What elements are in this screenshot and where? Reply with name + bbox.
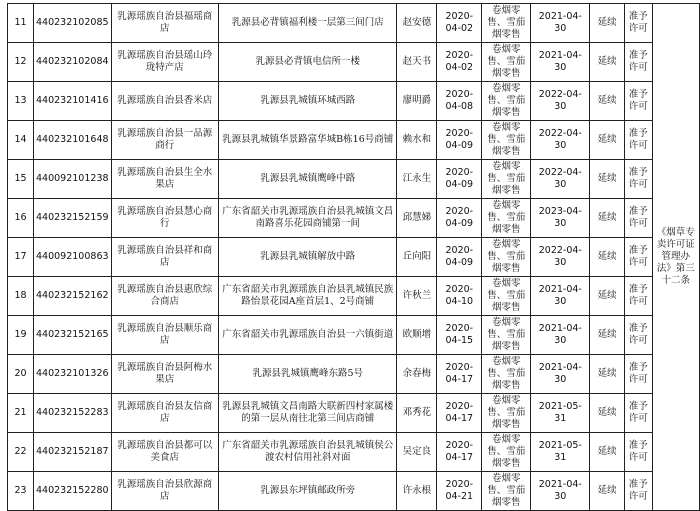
table-row [8, 433, 700, 472]
table-row [8, 472, 700, 511]
end-date: 2021-05-31 [531, 394, 590, 433]
shop-address: 乳源县东坪镇邮政所旁 [219, 472, 397, 511]
action-type: 延续 [590, 160, 625, 199]
end-date: 2022-04-30 [531, 121, 590, 160]
action-type: 延续 [590, 82, 625, 121]
person-name: 赵安德 [397, 4, 437, 43]
end-date: 2022-04-30 [531, 160, 590, 199]
action-type: 延续 [590, 277, 625, 316]
decision: 准予许可 [625, 43, 653, 82]
person-name: 吴定良 [397, 433, 437, 472]
business-scope: 卷烟零售、雪茄烟零售 [482, 433, 531, 472]
decision: 准予许可 [625, 472, 653, 511]
shop-name: 乳源瑶族自治县香米店 [111, 82, 219, 121]
license-code: 440232101326 [34, 355, 112, 394]
end-date: 2021-04-30 [531, 277, 590, 316]
end-date: 2021-04-30 [531, 472, 590, 511]
business-scope: 卷烟零售、雪茄烟零售 [482, 4, 531, 43]
business-scope: 卷烟零售、雪茄烟零售 [482, 82, 531, 121]
start-date: 2020-04-21 [437, 472, 482, 511]
shop-address: 乳源县乳城镇鹰峰东路5号 [219, 355, 397, 394]
action-type: 延续 [590, 199, 625, 238]
person-name: 许永根 [397, 472, 437, 511]
business-scope: 卷烟零售、雪茄烟零售 [482, 199, 531, 238]
business-scope: 卷烟零售、雪茄烟零售 [482, 316, 531, 355]
action-type: 延续 [590, 316, 625, 355]
person-name: 廖明爵 [397, 82, 437, 121]
end-date: 2021-05-31 [531, 433, 590, 472]
action-type: 延续 [590, 433, 625, 472]
shop-address: 乳源县乳城镇华景路富华城B栋16号商铺 [219, 121, 397, 160]
person-name: 赵天书 [397, 43, 437, 82]
shop-address: 乳源县乳城镇环城西路 [219, 82, 397, 121]
shop-name: 乳源瑶族自治县顺乐商店 [111, 316, 219, 355]
shop-name: 乳源瑶族自治县阿梅水果店 [111, 355, 219, 394]
shop-name: 乳源瑶族自治县祥和商店 [111, 238, 219, 277]
license-code: 440092100863 [34, 238, 112, 277]
shop-address: 广东省韶关市乳源瑶族自治县乳城镇文昌南路喜乐花园商铺第一间 [219, 199, 397, 238]
shop-name: 乳源瑶族自治县福瑶商店 [111, 4, 219, 43]
row-number: 19 [8, 316, 34, 355]
shop-name: 乳源瑶族自治县友信商店 [111, 394, 219, 433]
license-code: 440232152283 [34, 394, 112, 433]
row-number: 23 [8, 472, 34, 511]
decision: 准予许可 [625, 238, 653, 277]
person-name: 丘向阳 [397, 238, 437, 277]
row-number: 16 [8, 199, 34, 238]
action-type: 延续 [590, 394, 625, 433]
shop-address: 乳源县乳城镇鹰峰中路 [219, 160, 397, 199]
table-row [8, 43, 700, 82]
end-date: 2022-04-30 [531, 238, 590, 277]
row-number: 15 [8, 160, 34, 199]
license-code: 440232152165 [34, 316, 112, 355]
row-number: 11 [8, 4, 34, 43]
license-code: 440232101648 [34, 121, 112, 160]
table-row [8, 238, 700, 277]
start-date: 2020-04-17 [437, 394, 482, 433]
license-code: 440232152162 [34, 277, 112, 316]
table-row [8, 199, 700, 238]
row-number: 13 [8, 82, 34, 121]
shop-address: 广东省韶关市乳源瑶族自治县一六镇街道 [219, 316, 397, 355]
action-type: 延续 [590, 121, 625, 160]
business-scope: 卷烟零售、雪茄烟零售 [482, 160, 531, 199]
action-type: 延续 [590, 43, 625, 82]
end-date: 2021-04-30 [531, 355, 590, 394]
shop-address: 乳源县乳城镇文昌南路大联新四村家属楼的第一层从南往北第三间店商铺 [219, 394, 397, 433]
table-row [8, 4, 700, 43]
license-table [7, 3, 700, 511]
action-type: 延续 [590, 355, 625, 394]
shop-name: 乳源瑶族自治县瑶山玲珑特产店 [111, 43, 219, 82]
business-scope: 卷烟零售、雪茄烟零售 [482, 121, 531, 160]
decision: 准予许可 [625, 82, 653, 121]
person-name: 邱慧娣 [397, 199, 437, 238]
decision: 准予许可 [625, 394, 653, 433]
person-name: 余春梅 [397, 355, 437, 394]
license-code: 440232102085 [34, 4, 112, 43]
person-name: 江永生 [397, 160, 437, 199]
decision: 准予许可 [625, 121, 653, 160]
business-scope: 卷烟零售、雪茄烟零售 [482, 394, 531, 433]
person-name: 赖水和 [397, 121, 437, 160]
table-row [8, 355, 700, 394]
shop-name: 乳源瑶族自治县一品源商行 [111, 121, 219, 160]
row-number: 20 [8, 355, 34, 394]
end-date: 2021-04-30 [531, 316, 590, 355]
start-date: 2020-04-15 [437, 316, 482, 355]
shop-address: 广东省韶关市乳源瑶族自治县乳城镇侯公渡农村信用社斜对面 [219, 433, 397, 472]
license-code: 440232152187 [34, 433, 112, 472]
shop-name: 乳源瑶族自治县惠欣综合商店 [111, 277, 219, 316]
business-scope: 卷烟零售、雪茄烟零售 [482, 238, 531, 277]
end-date: 2021-04-30 [531, 43, 590, 82]
shop-name: 乳源瑶族自治县生全水果店 [111, 160, 219, 199]
table-row [8, 316, 700, 355]
end-date: 2022-04-30 [531, 82, 590, 121]
start-date: 2020-04-02 [437, 43, 482, 82]
row-number: 18 [8, 277, 34, 316]
start-date: 2020-04-09 [437, 160, 482, 199]
start-date: 2020-04-17 [437, 433, 482, 472]
person-name: 邓秀花 [397, 394, 437, 433]
business-scope: 卷烟零售、雪茄烟零售 [482, 277, 531, 316]
decision: 准予许可 [625, 316, 653, 355]
shop-address: 乳源县必背镇福利楼一层第三间门店 [219, 4, 397, 43]
end-date: 2023-04-30 [531, 199, 590, 238]
decision: 准予许可 [625, 355, 653, 394]
decision: 准予许可 [625, 277, 653, 316]
table-row [8, 121, 700, 160]
table-row [8, 277, 700, 316]
table-row [8, 82, 700, 121]
start-date: 2020-04-09 [437, 238, 482, 277]
action-type: 延续 [590, 4, 625, 43]
business-scope: 卷烟零售、雪茄烟零售 [482, 472, 531, 511]
license-code: 440232101416 [34, 82, 112, 121]
action-type: 延续 [590, 472, 625, 511]
start-date: 2020-04-09 [437, 199, 482, 238]
license-code: 440232152159 [34, 199, 112, 238]
license-code: 440232102084 [34, 43, 112, 82]
table-row [8, 160, 700, 199]
decision: 准予许可 [625, 160, 653, 199]
shop-name: 乳源瑶族自治县慧心商行 [111, 199, 219, 238]
row-number: 17 [8, 238, 34, 277]
shop-address: 乳源县乳城镇解放中路 [219, 238, 397, 277]
shop-name: 乳源瑶族自治县欣源商店 [111, 472, 219, 511]
start-date: 2020-04-08 [437, 82, 482, 121]
start-date: 2020-04-09 [437, 121, 482, 160]
decision: 准予许可 [625, 433, 653, 472]
action-type: 延续 [590, 238, 625, 277]
row-number: 21 [8, 394, 34, 433]
decision: 准予许可 [625, 4, 653, 43]
row-number: 12 [8, 43, 34, 82]
business-scope: 卷烟零售、雪茄烟零售 [482, 355, 531, 394]
end-date: 2021-04-30 [531, 4, 590, 43]
shop-address: 广东省韶关市乳源瑶族自治县乳城镇民族路怡景花园A座首层1、2号商铺 [219, 277, 397, 316]
person-name: 欧顺增 [397, 316, 437, 355]
shop-name: 乳源瑶族自治县都可以美食店 [111, 433, 219, 472]
row-number: 14 [8, 121, 34, 160]
person-name: 许秋兰 [397, 277, 437, 316]
start-date: 2020-04-10 [437, 277, 482, 316]
row-number: 22 [8, 433, 34, 472]
business-scope: 卷烟零售、雪茄烟零售 [482, 43, 531, 82]
start-date: 2020-04-17 [437, 355, 482, 394]
shop-address: 乳源县必背镇电信所一楼 [219, 43, 397, 82]
legal-basis: 《烟草专卖许可证管理办法》第三十二条 [652, 4, 699, 511]
start-date: 2020-04-02 [437, 4, 482, 43]
table-row [8, 394, 700, 433]
license-code: 440092101238 [34, 160, 112, 199]
license-code: 440232152280 [34, 472, 112, 511]
decision: 准予许可 [625, 199, 653, 238]
